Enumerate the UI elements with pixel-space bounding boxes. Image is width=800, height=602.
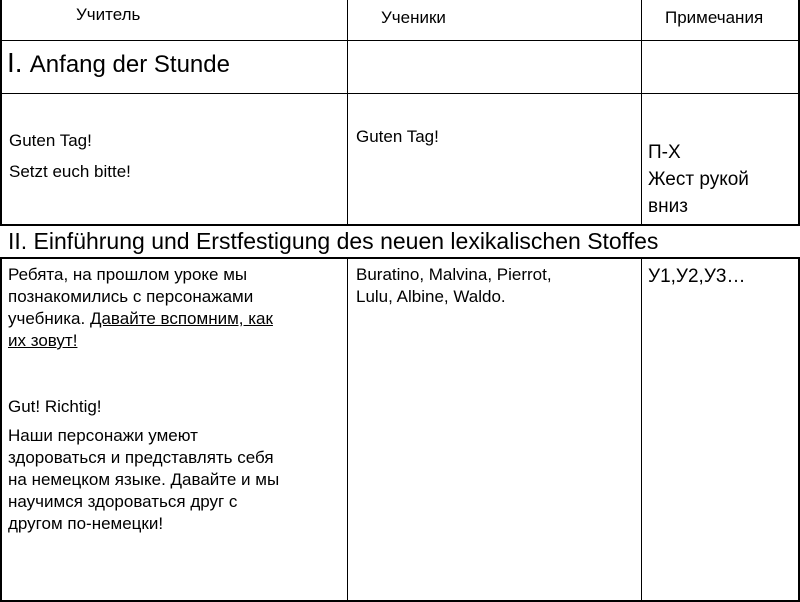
column-divider xyxy=(347,259,348,600)
section2-teacher-cell xyxy=(8,264,273,352)
header-notes: Примечания xyxy=(665,8,764,27)
teacher-line: на немецком языке. Давайте и мы xyxy=(8,470,280,489)
row-divider xyxy=(2,40,798,41)
teacher-line xyxy=(8,308,273,330)
notes-line: П-Х xyxy=(648,142,681,163)
students-line: Guten Tag! xyxy=(356,127,439,146)
teacher-line: Ребята, на прошлом уроке мы xyxy=(8,265,248,284)
teacher-line: Guten Tag! xyxy=(9,131,92,150)
section1-students-cell xyxy=(356,126,439,148)
teacher-question-cont: их зовут! xyxy=(8,331,78,350)
section2-teacher-praise: Gut! Richtig! xyxy=(8,397,102,416)
column-divider xyxy=(347,0,348,224)
section1-notes-cell xyxy=(648,139,749,220)
teacher-line: Setzt euch bitte! xyxy=(9,162,131,181)
notes-line: У1,У2,У3… xyxy=(648,266,746,287)
students-line: Buratino, Malvina, Pierrot, xyxy=(356,265,552,284)
column-divider xyxy=(641,259,642,600)
column-divider xyxy=(641,0,642,224)
teacher-line: здороваться и представлять себя xyxy=(8,448,274,467)
teacher-text: учебника. xyxy=(8,309,86,328)
row-divider xyxy=(2,93,798,94)
notes-line: Жест рукой xyxy=(648,169,749,190)
section1-title xyxy=(7,47,230,79)
section1-title-text: Anfang der Stunde xyxy=(29,51,230,78)
section1-numeral: I. xyxy=(7,47,23,78)
header-teacher: Учитель xyxy=(76,5,141,24)
teacher-line: научимся здороваться друг с xyxy=(8,492,238,511)
section2-teacher-cell-b xyxy=(8,425,279,535)
notes-line: вниз xyxy=(648,196,688,217)
teacher-line: Наши персонажи умеют xyxy=(8,426,198,445)
section1-teacher-cell xyxy=(9,125,131,187)
header-students: Ученики xyxy=(381,8,446,27)
teacher-line: познакомились с персонажами xyxy=(8,287,254,306)
section2-notes-cell xyxy=(648,266,745,288)
teacher-question: Давайте вспомним, как xyxy=(89,309,273,328)
students-line: Lulu, Albine, Waldo. xyxy=(356,287,506,306)
teacher-line: другом по-немецки! xyxy=(8,514,164,533)
section2-title: II. Einführung und Erstfestigung des neuen lexikalischen Stoffes xyxy=(8,228,659,254)
section2-students-cell xyxy=(356,264,552,308)
